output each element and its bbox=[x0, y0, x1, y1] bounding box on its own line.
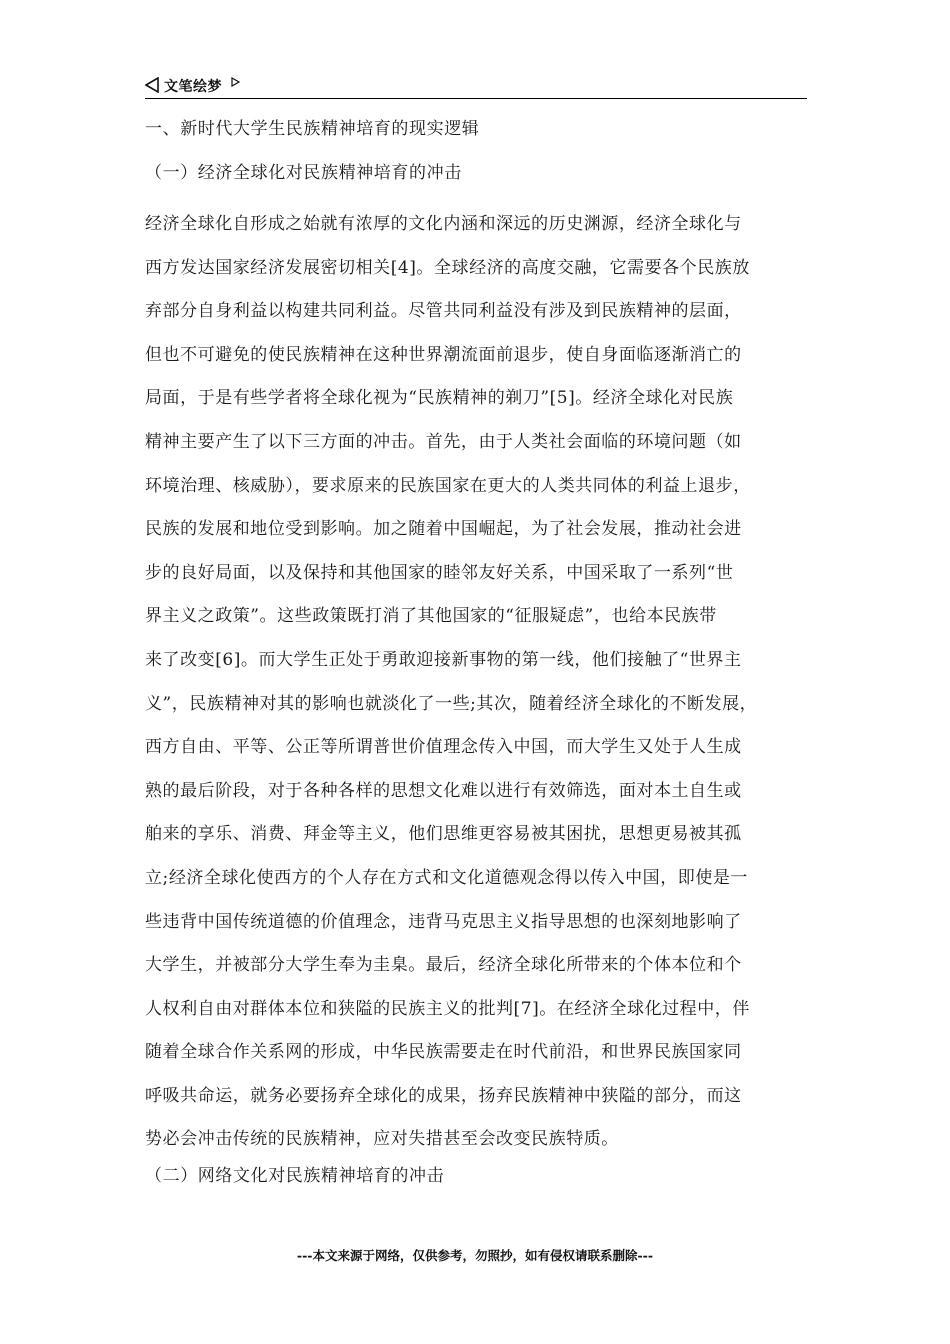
paragraph-line: 随着全球合作关系网的形成，中华民族需要走在时代前沿，和世界民族国家同 bbox=[145, 1042, 742, 1063]
paragraph-line: 精神主要产生了以下三方面的冲击。首先，由于人类社会面临的环境问题（如 bbox=[145, 431, 742, 452]
brand-name: 文笔绘梦 bbox=[164, 79, 222, 95]
paragraph-line: 民族的发展和地位受到影响。加之随着中国崛起，为了社会发展，推动社会进 bbox=[145, 519, 742, 540]
paragraph-line: 熟的最后阶段，对于各种各样的思想文化难以进行有效筛选，面对本土自生或 bbox=[145, 780, 742, 801]
paragraph-line: 呼吸共命运，就务必要扬弃全球化的成果，扬弃民族精神中狭隘的部分，而这 bbox=[145, 1085, 742, 1106]
paragraph-line: 人权利自由对群体本位和狭隘的民族主义的批判[7]。在经济全球化过程中，伴 bbox=[145, 998, 750, 1019]
paragraph-line: 环境治理、核威胁），要求原来的民族国家在更大的人类共同体的利益上退步， bbox=[145, 475, 751, 496]
triangle-left-icon bbox=[145, 77, 159, 93]
paragraph-line: 界主义之政策”。这些政策既打消了其他国家的“征服疑虑”，也给本民族带 bbox=[145, 606, 717, 627]
paragraph-line: 大学生，并被部分大学生奉为圭臬。最后，经济全球化所带来的个体本位和个 bbox=[145, 955, 742, 976]
footer-disclaimer: ---本文来源于网络，仅供参考，勿照抄，如有侵权请联系删除--- bbox=[296, 1248, 654, 1263]
paragraph-line: 但也不可避免的使民族精神在这种世界潮流面前退步，使自身面临逐渐消亡的 bbox=[145, 344, 742, 365]
triangle-right-icon bbox=[231, 77, 240, 87]
subsection-heading-2: （二）网络文化对民族精神培育的冲击 bbox=[145, 1166, 445, 1186]
document-body bbox=[145, 115, 813, 1162]
paragraph-line: 舶来的享乐、消费、拜金等主义，他们思维更容易被其困扰，思想更易被其孤 bbox=[145, 824, 742, 845]
paragraph-line: 来了改变[6]。而大学生正处于勇敢迎接新事物的第一线，他们接触了“世界主 bbox=[145, 649, 742, 670]
paragraph-line: 势必会冲击传统的民族精神，应对失措甚至会改变民族特质。 bbox=[145, 1129, 619, 1150]
subsection-heading-1: （一）经济全球化对民族精神培育的冲击 bbox=[145, 163, 462, 183]
page-header bbox=[145, 74, 807, 99]
paragraph-line: 西方发达国家经济发展密切相关[4]。全球经济的高度交融，它需要各个民族放 bbox=[145, 257, 750, 278]
paragraph-line: 义”，民族精神对其的影响也就淡化了一些;其次，随着经济全球化的不断发展， bbox=[145, 693, 758, 714]
paragraph-line: 西方自由、平等、公正等所谓普世价值理念传入中国，而大学生又处于人生成 bbox=[145, 737, 742, 758]
paragraph-line: 立;经济全球化使西方的个人存在方式和文化道德观念得以传入中国，即使是一 bbox=[145, 867, 748, 888]
paragraph bbox=[145, 203, 813, 1162]
paragraph-line: 弃部分自身利益以构建共同利益。尽管共同利益没有涉及到民族精神的层面， bbox=[145, 301, 742, 322]
paragraph-line: 步的良好局面，以及保持和其他国家的睦邻友好关系，中国采取了一系列“世 bbox=[145, 562, 734, 583]
paragraph-line: 些违背中国传统道德的价值理念，违背马克思主义指导思想的也深刻地影响了 bbox=[145, 911, 742, 932]
section-heading: 一、新时代大学生民族精神培育的现实逻辑 bbox=[145, 119, 480, 139]
paragraph-line: 经济全球化自形成之始就有浓厚的文化内涵和深远的历史渊源，经济全球化与 bbox=[145, 214, 742, 234]
paragraph-line: 局面，于是有些学者将全球化视为“民族精神的剃刀”[5]。经济全球化对民族 bbox=[145, 388, 734, 409]
